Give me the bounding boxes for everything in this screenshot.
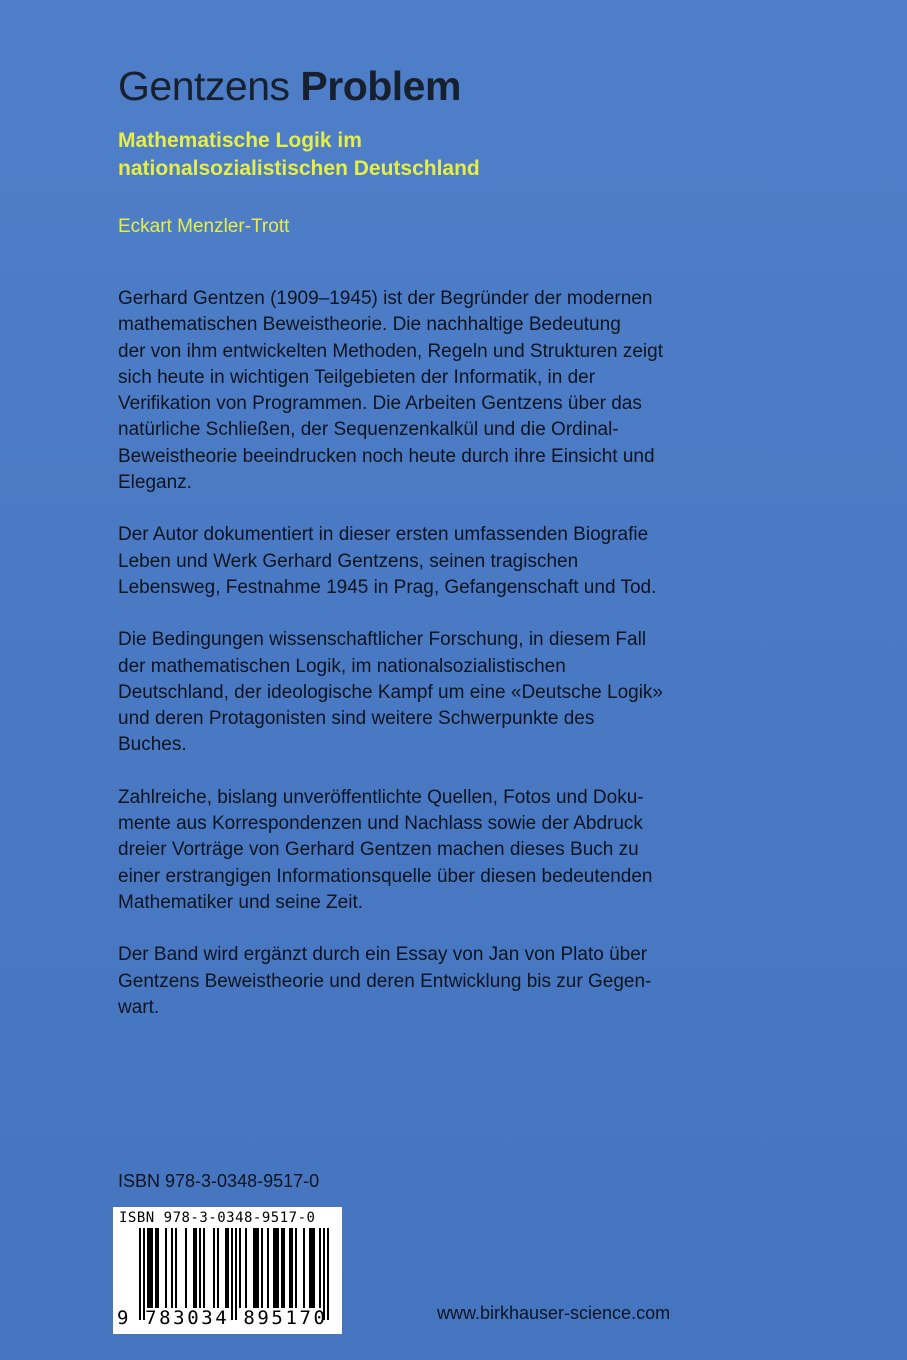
barcode-bar [157,1228,159,1308]
barcode-bar [203,1228,205,1308]
barcode-bar [275,1228,277,1308]
barcode-bar [283,1228,285,1308]
barcode-bar [273,1228,275,1308]
barcode-bar [303,1228,305,1308]
isbn-label: ISBN 978-3-0348-9517-0 [118,1171,320,1191]
blurb-paragraph-3: Die Bedingungen wissenschaftlicher Forschung, in diesem Fall der mathematischen Logik, im nationalsozialistischen Deutschland, der ideologische Kampf um eine «Deutsche Logik» und deren Protagonisten sind weitere Schwerpunkte des Buches. [118,629,663,756]
barcode-bar [193,1228,195,1308]
barcode-isbn-label: ISBN 978-3-0348-9517-0 [119,1210,316,1226]
barcode-bar [253,1228,255,1308]
barcode-bar [151,1228,153,1308]
title-bold: Problem [300,63,461,109]
blurb-paragraph-5: Der Band wird ergänzt durch ein Essay von Jan von Plato über Gentzens Beweistheorie und deren Entwicklung bis zur Gegen- wart. [118,944,652,1018]
blurb-text [118,286,718,1047]
barcode-bar [311,1228,313,1308]
barcode-bar [319,1228,321,1308]
book-title [118,63,461,109]
barcode-bar [267,1228,269,1308]
barcode-bar [313,1228,315,1308]
barcode-bar [309,1228,311,1308]
title-light: Gentzens [118,63,301,109]
barcode-bar [171,1228,173,1308]
barcode-bar [199,1228,201,1308]
barcode-bar [165,1228,167,1308]
blurb-paragraph-2: Der Autor dokumentiert in dieser ersten umfassenden Biografie Leben und Werk Gerhard Gentzens, seinen tragischen Lebensweg, Festnahme 1945 in Prag, Gefangenschaft und Tod. [118,524,657,598]
barcode-bar [175,1228,177,1308]
barcode-bar [227,1228,229,1308]
barcode-bar [185,1228,187,1308]
barcode-bar [155,1228,157,1308]
book-subtitle: Mathematische Logik im nationalsozialistischen Deutschland [118,129,480,180]
author-name: Eckart Menzler-Trott [118,216,290,237]
blurb-paragraph-1: Gerhard Gentzen (1909–1945) ist der Begründer der modernen mathematischen Beweistheorie. Die nachhaltige Bedeutung der von ihm entwickelten Methoden, Regeln und Strukturen zeigt sich heute in wichtigen Teilgebieten der Informatik, in der Verifikation von Programmen. Die Arbeiten Gentzens über das natürliche Schließen, der Sequenzenkalkül und die Ordinal- Beweistheorie beeindrucken noch heute durch ihre Einsicht und Eleganz. [118,288,663,494]
barcode [113,1207,342,1334]
barcode-bar [257,1228,259,1308]
barcode-bar [261,1228,263,1308]
barcode-bar [295,1228,297,1308]
barcode-bar [213,1228,215,1308]
barcode-bar [277,1228,279,1308]
publisher-url: www.birkhauser-science.com [437,1303,671,1323]
barcode-bar [147,1228,149,1308]
barcode-bar [149,1228,151,1308]
barcode-bar [239,1228,241,1308]
barcode-bar [291,1228,293,1308]
barcode-bar [245,1228,247,1308]
barcode-bar [225,1228,227,1308]
barcode-bar [281,1228,283,1308]
barcode-bar [195,1228,197,1308]
barcode-bar [289,1228,291,1308]
barcode-bar [255,1228,257,1308]
blurb-paragraph-4: Zahlreiche, bislang unveröffentlichte Quellen, Fotos und Doku- mente aus Korrespondenzen und Nachlass sowie der Abdruck dreier Vorträge von Gerhard Gentzen machen dieses Buch zu einer erstrangigen Informationsquelle über diesen bedeutenden Mathematiker und seine Zeit. [118,786,653,913]
barcode-bar [217,1228,219,1308]
barcode-digits: 9 783034 895170 [117,1307,328,1329]
